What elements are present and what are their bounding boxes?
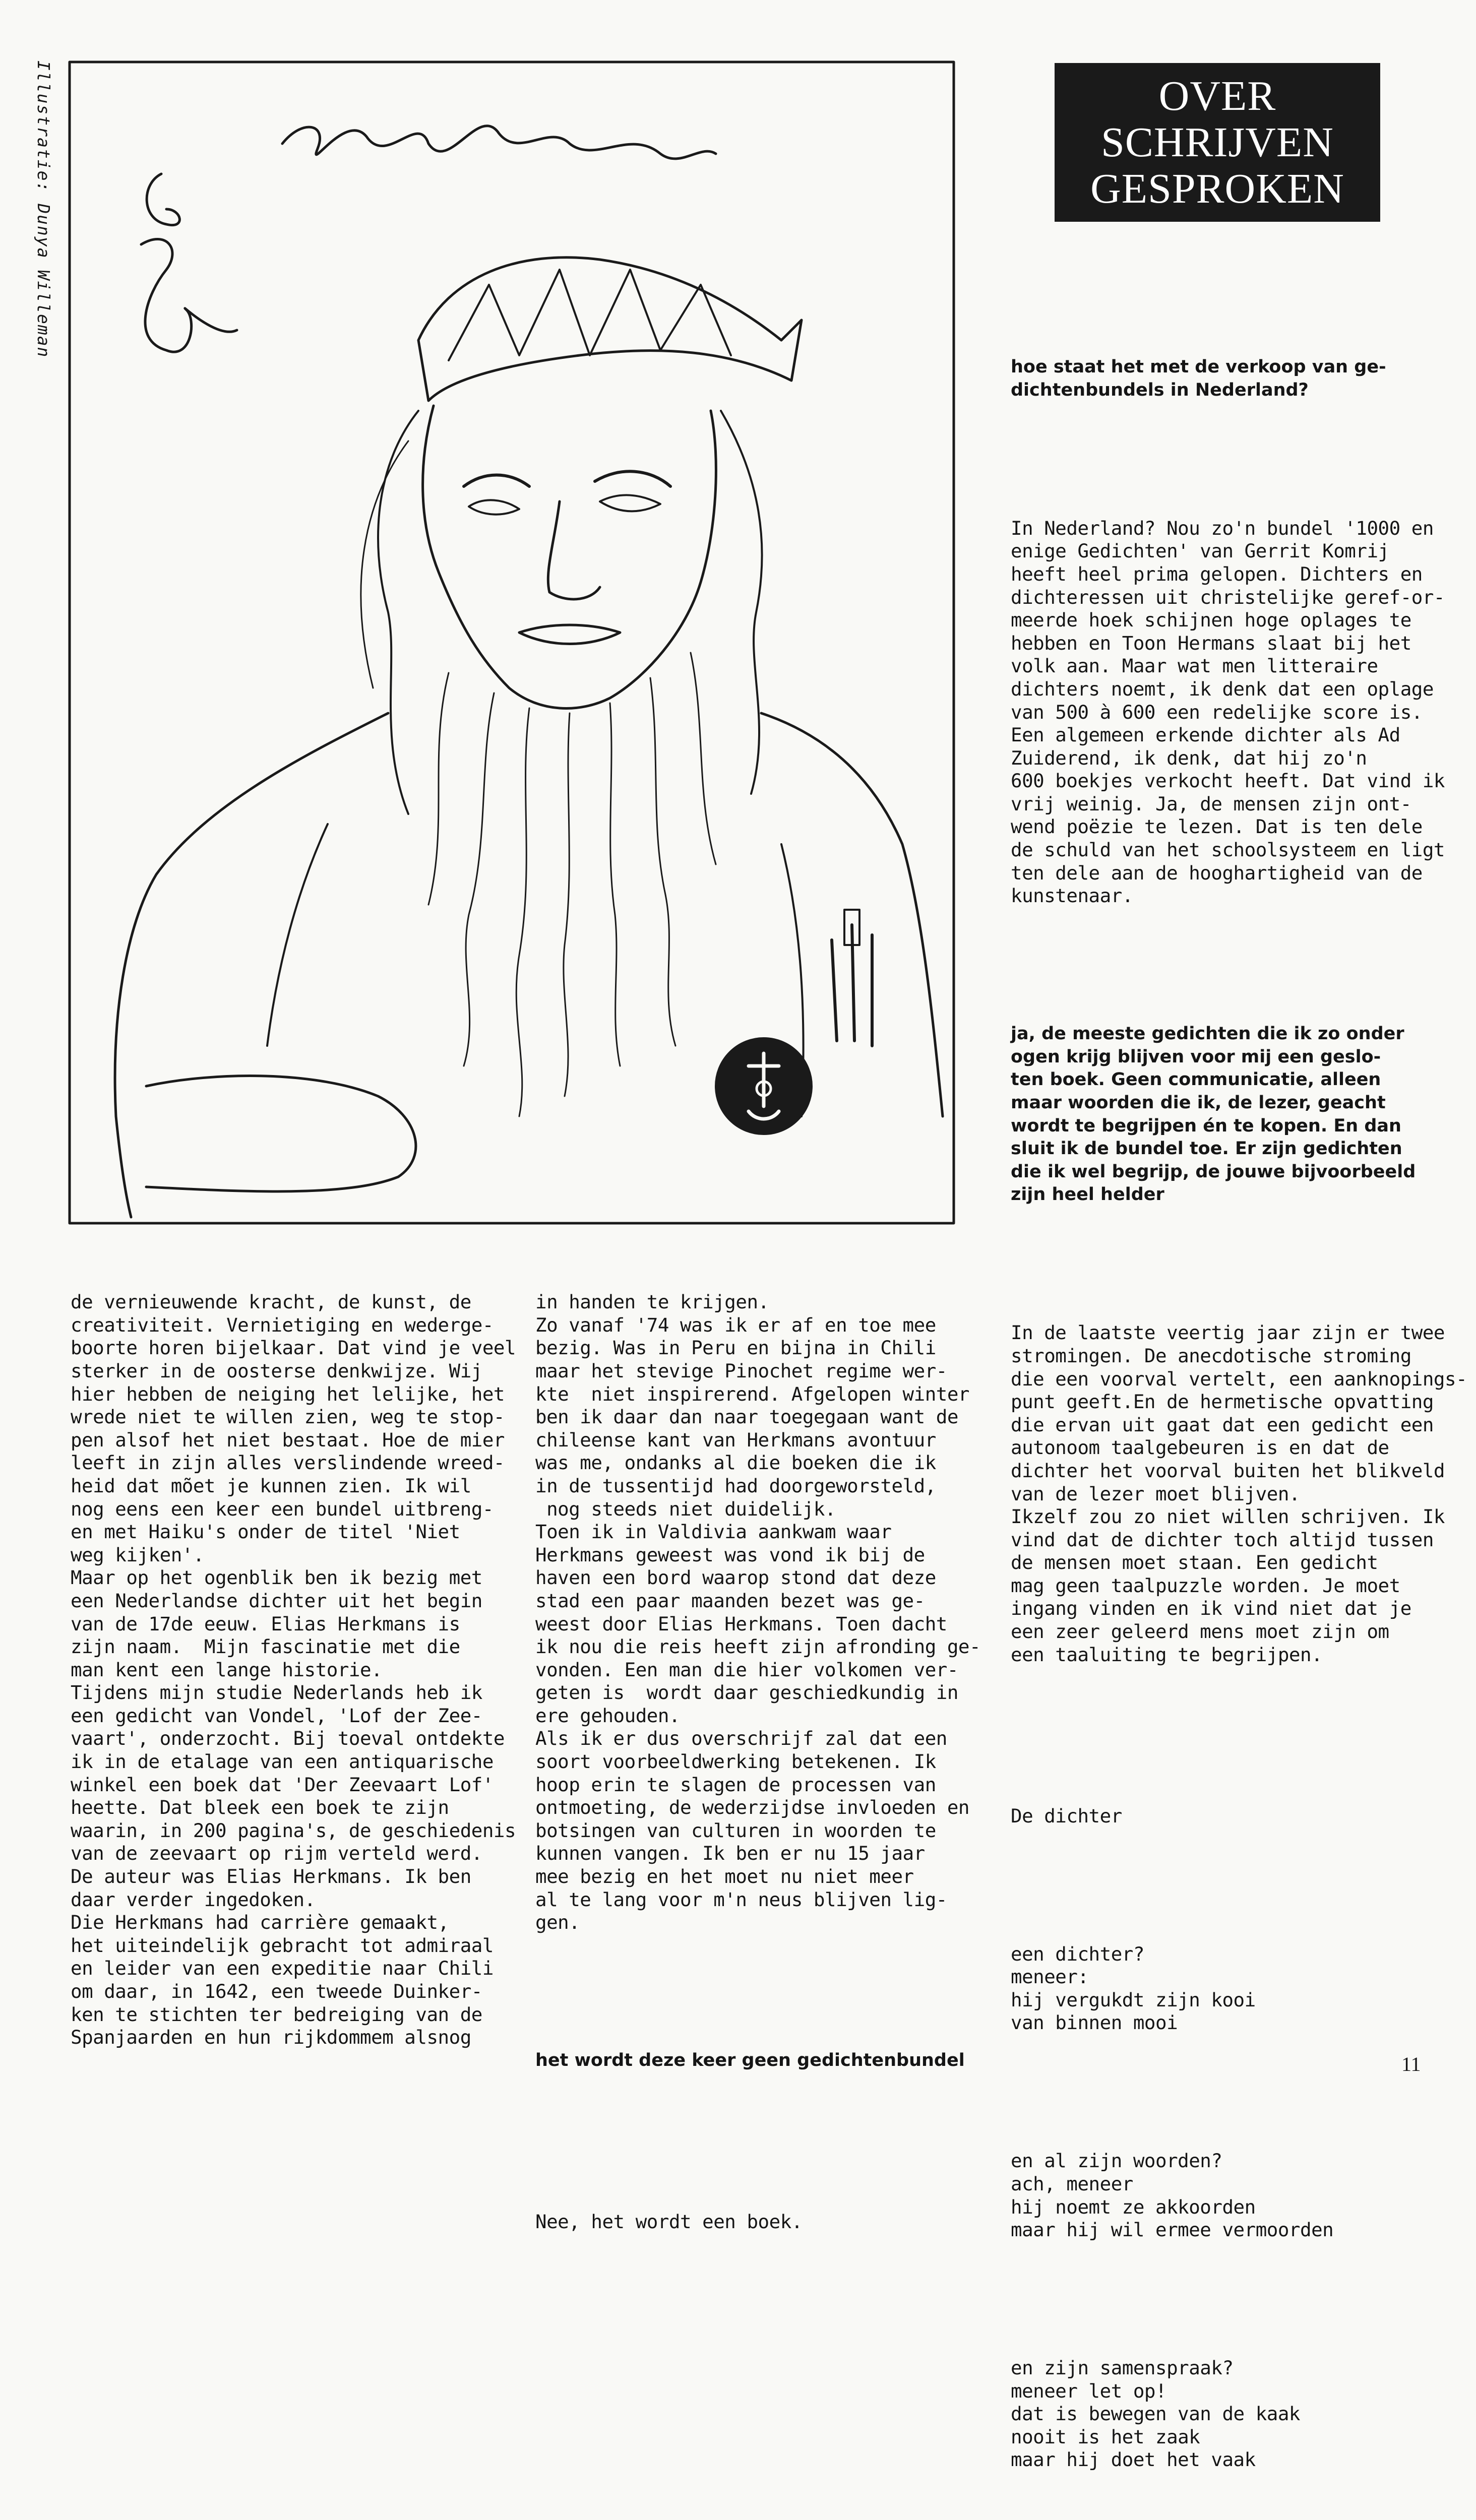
question-2: ja, de meeste gedichten die ik zo onder ogen krijg blijven voor mij een geslo- ten boek. Geen communicatie, alleen maar woorden die ik, de lezer, geacht wordt te begrijpen én te kopen. En dan sluit ik de bundel toe. Er zijn gedichten die ik wel begrijp, de jouwe bijvoorbeeld zijn heel helder (1011, 1024, 1416, 1205)
poem-title: De dichter (1011, 1804, 1122, 1827)
title-line-2: SCHRIJVEN (1101, 118, 1334, 166)
poem-stanza-3: en zijn samenspraak? meneer let op! dat is bewegen van de kaak nooit is het zaak maar hij doet het vaak (1011, 2357, 1300, 2471)
answer-2: In de laatste veertig jaar zijn er twee stromingen. De anecdotische stroming die een voorval vertelt, een aanknopings- punt geeft.En de hermetische opvatting die ervan uit gaat dat een gedicht een autonoom taalgebeuren is en dat de dichter het voorval buiten het blikveld van de lezer moet blijven. Ikzelf zou zo niet willen schrijven. Ik vind dat de dichter toch altijd tussen de mensen moet staan. Een gedicht mag geen taalpuzzle worden. Je moet ingang vinden en ik vind niet dat je een zeer geleerd mens moet zijn om een taaluiting te begrijpen. (1011, 1321, 1467, 1666)
question-3: het wordt deze keer geen gedichtenbundel (535, 2050, 965, 2071)
page-number: 11 (1401, 2053, 1421, 2075)
illustration-credit (31, 60, 61, 393)
portrait-illustration (66, 58, 958, 1227)
answer-3: Nee, het wordt een boek. (535, 2211, 803, 2233)
section-title-box (1055, 63, 1380, 222)
right-column (1011, 310, 1467, 2520)
question-1: hoe staat het met de verkoop van ge- dichtenbundels in Nederland? (1011, 357, 1386, 400)
title-line-1: OVER (1158, 72, 1276, 119)
middle-column (535, 1245, 980, 2256)
title-line-3: GESPROKEN (1090, 165, 1344, 212)
left-column-text: de vernieuwende kracht, de kunst, de creativiteit. Vernietiging en wederge- boorte horen bijelkaar. Dat vind je veel sterker in de oosterse denkwijze. Wij hier hebben de neiging het lelijke, het wrede niet te willen zien, weg te stop- pen alsof het niet bestaat. Hoe de mier leeft in zijn alles verslindende wreed- heid dat mõet je kunnen zien. Ik wil nog eens een keer een bundel uitbreng- en met Haiku's onder de titel 'Niet weg kijken'. Maar op het ogenblik ben ik bezig met een Nederlandse dichter uit het begin van de 17de eeuw. Elias Herkmans is zijn naam. Mijn fascinatie met die man kent een lange historie. Tijdens mijn studie Nederlands heb ik een gedicht van Vondel, 'Lof der Zee- vaart', onderzocht. Bij toeval ontdekte ik in de etalage van een antiquarische winkel een boek dat 'Der Zeevaart Lof' heette. Dat bleek een boek te zijn waarin, in 200 pagina's, de geschiedenis van de zeevaart op rijm verteld werd. De auteur was Elias Herkmans. Ik ben daar verder ingedoken. Die Herkmans had carrière gemaakt, het uiteindelijk gebracht tot admiraal en leider van een expeditie naar Chili om daar, in 1642, een tweede Duinker- ken te stichten ter bedreiging van de Spanjaarden en hun rijkdommem alsnog (71, 1291, 516, 2049)
poem-stanza-1: een dichter? meneer: hij vergukdt zijn kooi van binnen mooi (1011, 1942, 1256, 2034)
answer-1: In Nederland? Nou zo'n bundel '1000 en enige Gedichten' van Gerrit Komrij heeft heel prima gelopen. Dichters en dichteressen uit christelijke geref-or- meerde hoek schijnen hoge oplages te hebben en Toon Hermans slaat bij het volk aan. Maar wat men litteraire dichters noemt, ik denk dat een oplage van 500 à 600 een redelijke score is. Een algemeen erkende dichter als Ad Zuiderend, ik denk, dat hij zo'n 600 boekjes verkocht heeft. Dat vind ik vrij weinig. Ja, de mensen zijn ont- wend poëzie te lezen. Dat is ten dele de schuld van het schoolsysteem en ligt ten dele aan de hooghartigheid van de kunstenaar. (1011, 517, 1445, 907)
portrait-drawing (66, 58, 958, 1227)
middle-column-text: in handen te krijgen. Zo vanaf '74 was ik er af en toe mee bezig. Was in Peru en bijna in Chili maar het stevige Pinochet regime wer- kte niet inspirerend. Afgelopen winter ben ik daar dan naar toegegaan want de chileense kant van Herkmans avontuur was me, ondanks al die boeken die ik in de tussentijd had doorgeworsteld, nog steeds niet duidelijk. Toen ik in Valdivia aankwam waar Herkmans geweest was vond ik bij de haven een bord waarop stond dat deze stad een paar maanden bezet was ge- weest door Elias Herkmans. Toen dacht ik nou die reis heeft zijn afronding ge- vonden. Een man die hier volkomen ver- geten is wordt daar geschiedkundig in ere gehouden. Als ik er dus overschrijf zal dat een soort voorbeeldwerking betekenen. Ik hoop erin te slagen de processen van ontmoeting, de wederzijdse invloeden en botsingen van culturen in woorden te kunnen vangen. Ik ben er nu 15 jaar mee bezig en het moet nu niet meer al te lang voor m'n neus blijven lig- gen. (535, 1291, 981, 1934)
left-column (71, 1245, 516, 2072)
poem-stanza-2: en al zijn woorden? ach, meneer hij noemt ze akkoorden maar hij wil ermee vermoorden (1011, 2150, 1334, 2241)
credit-text: Illustratie: Dunya Willeman (34, 60, 53, 358)
